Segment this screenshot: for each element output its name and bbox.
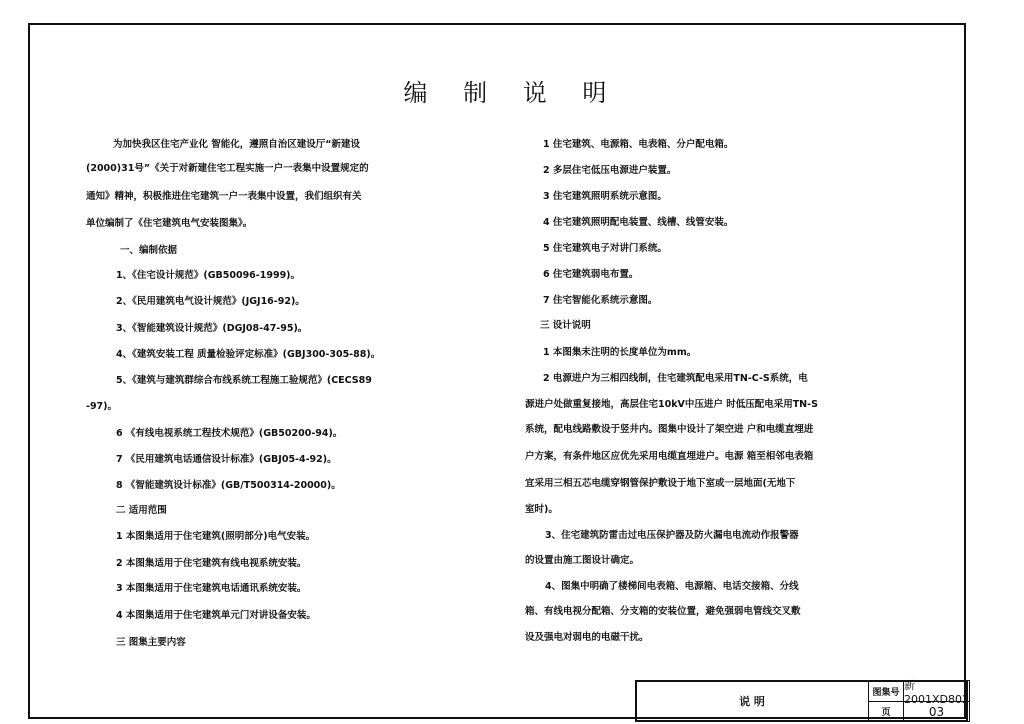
page-title: 编 制 说 明 — [403, 79, 621, 107]
intro-line: 单位编制了《住宅建筑电气安装图集》。 — [86, 218, 253, 229]
reference-item: 8 《智能建筑设计标准》(GB/T500314-20000)。 — [116, 480, 341, 491]
note-line: 4、图集中明确了楼梯间电表箱、电源箱、电话交接箱、分线 — [545, 581, 799, 592]
reference-item: 5、《建筑与建筑群综合布线系统工程施工验规范》(CECS89 — [116, 375, 372, 386]
scope-item: 4 本图集适用于住宅建筑单元门对讲设备安装。 — [116, 610, 316, 621]
content-item: 6 住宅建筑弱电布置。 — [543, 269, 639, 280]
reference-item: 1、《住宅设计规范》(GB50096-1999)。 — [116, 270, 301, 281]
title-block — [635, 680, 968, 722]
scope-item: 2 本图集适用于住宅建筑有线电视系统安装。 — [116, 558, 307, 569]
atlas-number-label: 图集号 — [868, 680, 904, 702]
page-label: 页 — [868, 701, 904, 722]
note-line: 宜采用三相五芯电缆穿钢管保护敷设于地下室或一层地面(无地下 — [525, 478, 796, 489]
page-number: 03 — [903, 701, 970, 722]
note-line: 室时)。 — [525, 504, 558, 515]
reference-item: 6 《有线电视系统工程技术规范》(GB50200-94)。 — [116, 428, 343, 439]
note-line: 设及强电对弱电的电磁干扰。 — [525, 632, 649, 643]
content-item: 1 住宅建筑、电源箱、电表箱、分户配电箱。 — [543, 139, 734, 150]
note-line: 3、住宅建筑防雷击过电压保护器及防火漏电电流动作报警器 — [545, 530, 799, 541]
note-line: 2 电源进户为三相四线制，住宅建筑配电采用TN-C-S系统，电 — [543, 373, 808, 384]
intro-line: 为加快我区住宅产业化 智能化，遵照自治区建设厅“新建设 — [113, 139, 361, 150]
section-heading: 二 适用范围 — [116, 505, 167, 516]
atlas-number: 新2001XD802 — [904, 678, 969, 706]
content-item: 4 住宅建筑照明配电装置、线槽、线管安装。 — [543, 217, 734, 228]
content-item: 7 住宅智能化系统示意图。 — [543, 295, 658, 306]
note-line: 系统，配电线路敷设于竖井内。图集中设计了架空进 户和电缆直埋进 — [525, 424, 814, 435]
intro-line: 通知》精神，积极推进住宅建筑一户一表集中设置，我们组织有关 — [86, 191, 362, 202]
note-line: 户方案，有条件地区应优先采用电缆直埋进户。电源 箱至相邻电表箱 — [525, 451, 814, 462]
note-line: 1 本图集未注明的长度单位为mm。 — [543, 347, 697, 358]
scope-item: 3 本图集适用于住宅建筑电话通讯系统安装。 — [116, 583, 307, 594]
intro-line: (2000)31号”《关于对新建住宅工程实施一户一表集中设置规定的 — [86, 163, 369, 174]
note-line: 的设置由施工图设计确定。 — [525, 555, 640, 566]
note-line: 箱、有线电视分配箱、分支箱的安装位置，避免强弱电管线交叉敷 — [525, 606, 801, 617]
scope-item: 1 本图集适用于住宅建筑(照明部分)电气安装。 — [116, 531, 316, 542]
content-item: 2 多层住宅低压电源进户装置。 — [543, 165, 677, 176]
content-item: 3 住宅建筑照明系统示意图。 — [543, 191, 667, 202]
section-heading: 一、编制依据 — [120, 245, 178, 256]
note-line: 源进户处做重复接地，高层住宅10kV中压进户 时低压配电采用TN-S — [525, 399, 818, 410]
reference-item: 3、《智能建筑设计规范》(DGJ08-47-95)。 — [116, 323, 308, 334]
reference-item: 4、《建筑安装工程 质量检验评定标准》(GBJ300-305-88)。 — [116, 349, 381, 360]
section-heading: 三 图集主要内容 — [116, 637, 186, 648]
section-heading: 三 设计说明 — [540, 320, 591, 331]
reference-item: 2、《民用建筑电气设计规范》(JGJ16-92)。 — [116, 296, 305, 307]
sheet-name: 说 明 — [635, 680, 869, 722]
content-item: 5 住宅建筑电子对讲门系统。 — [543, 243, 667, 254]
reference-item: -97)。 — [86, 401, 118, 412]
reference-item: 7 《民用建筑电话通信设计标准》(GBJ05-4-92)。 — [116, 454, 337, 465]
